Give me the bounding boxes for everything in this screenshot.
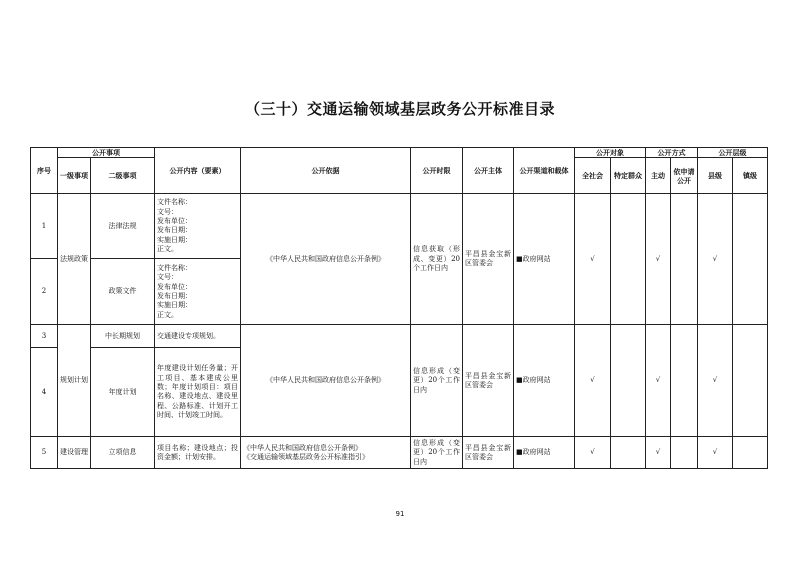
cell-seq: 2 — [31, 259, 58, 325]
cell-time: 信息形成（变更）20个工作日内 — [411, 325, 463, 437]
cell-time: 信息形成（变更）20个工作日内 — [411, 437, 463, 469]
cell-basis: 《中华人民共和国政府信息公开条例》 — [241, 325, 411, 437]
cell-seq: 5 — [31, 437, 58, 469]
cell-level2: 立项信息 — [91, 437, 155, 469]
cell-subject: 平昌县金宝新区管委会 — [463, 437, 514, 469]
header-township: 镇级 — [733, 158, 768, 194]
cell-seq: 1 — [31, 194, 58, 259]
cell-channel: ■政府网站 — [514, 437, 575, 469]
table-row — [31, 325, 768, 348]
cell-specific — [611, 194, 646, 325]
cell-county-check: √ — [698, 325, 733, 437]
header-subject: 公开主体 — [463, 148, 514, 194]
cell-specific — [611, 325, 646, 437]
cell-basis: 《中华人民共和国政府信息公开条例》 《交通运输领域基层政务公开标准指引》 — [241, 437, 411, 469]
cell-all-society-check: √ — [575, 325, 611, 437]
cell-content: 项目名称；建设地点；投资金额；计划安排。 — [155, 437, 241, 469]
header-county: 县级 — [698, 158, 733, 194]
cell-all-society-check: √ — [575, 437, 611, 469]
header-level2: 二级事项 — [91, 158, 155, 194]
cell-level1: 建设管理 — [58, 437, 91, 469]
header-channel: 公开渠道和载体 — [514, 148, 575, 194]
cell-basis: 《中华人民共和国政府信息公开条例》 — [241, 194, 411, 325]
cell-level2: 年度计划 — [91, 348, 155, 437]
cell-on-request — [671, 325, 698, 437]
header-time: 公开时限 — [411, 148, 463, 194]
cell-level1: 法规政策 — [58, 194, 91, 325]
cell-on-request — [671, 194, 698, 325]
cell-township — [733, 194, 768, 325]
header-method-group: 公开方式 — [646, 148, 698, 158]
cell-seq: 3 — [31, 325, 58, 348]
header-seq: 序号 — [31, 148, 58, 194]
header-level1: 一级事项 — [58, 158, 91, 194]
header-basis: 公开依据 — [241, 148, 411, 194]
header-on-request: 依申请公开 — [671, 158, 698, 194]
cell-active-check: √ — [646, 325, 671, 437]
header-active: 主动 — [646, 158, 671, 194]
catalog-table — [30, 147, 768, 469]
header-content: 公开内容（要素） — [155, 148, 241, 194]
table-row — [31, 194, 768, 259]
cell-level2: 政策文件 — [91, 259, 155, 325]
cell-county-check: √ — [698, 437, 733, 469]
cell-level2: 法律法规 — [91, 194, 155, 259]
cell-county-check: √ — [698, 194, 733, 325]
page-number: 91 — [395, 510, 405, 518]
cell-subject: 平昌县金宝新区管委会 — [463, 194, 514, 325]
cell-township — [733, 325, 768, 437]
cell-content: 文件名称： 文号： 发布单位： 发布日期： 实施日期： 正文。 — [155, 259, 241, 325]
header-target-group: 公开对象 — [575, 148, 646, 158]
cell-content: 文件名称： 文号： 发布单位： 发布日期： 实施日期： 正文。 — [155, 194, 241, 259]
cell-content: 年度建设计划任务量；开工项目、基本建成公里数；年度计划项目：项目名称、建设地点、建设里程、公路标准、计划开工时间、计划竣工时间。 — [155, 348, 241, 437]
header-matter-group: 公开事项 — [58, 148, 155, 158]
header-all-society: 全社会 — [575, 158, 611, 194]
cell-time: 信息获取（形成、变更）20个工作日内 — [411, 194, 463, 325]
cell-level2: 中长期规划 — [91, 325, 155, 348]
cell-channel: ■政府网站 — [514, 194, 575, 325]
page-title: （三十）交通运输领域基层政务公开标准目录 — [244, 100, 555, 118]
cell-level1: 规划计划 — [58, 325, 91, 437]
cell-active-check: √ — [646, 437, 671, 469]
header-tier-group: 公开层级 — [698, 148, 768, 158]
cell-seq: 4 — [31, 348, 58, 437]
cell-on-request — [671, 437, 698, 469]
table-row — [31, 437, 768, 469]
header-specific: 特定群众 — [611, 158, 646, 194]
cell-channel: ■政府网站 — [514, 325, 575, 437]
cell-specific — [611, 437, 646, 469]
cell-all-society-check: √ — [575, 194, 611, 325]
cell-active-check: √ — [646, 194, 671, 325]
cell-content: 交通建设专项规划。 — [155, 325, 241, 348]
cell-subject: 平昌县金宝新区管委会 — [463, 325, 514, 437]
cell-township — [733, 437, 768, 469]
